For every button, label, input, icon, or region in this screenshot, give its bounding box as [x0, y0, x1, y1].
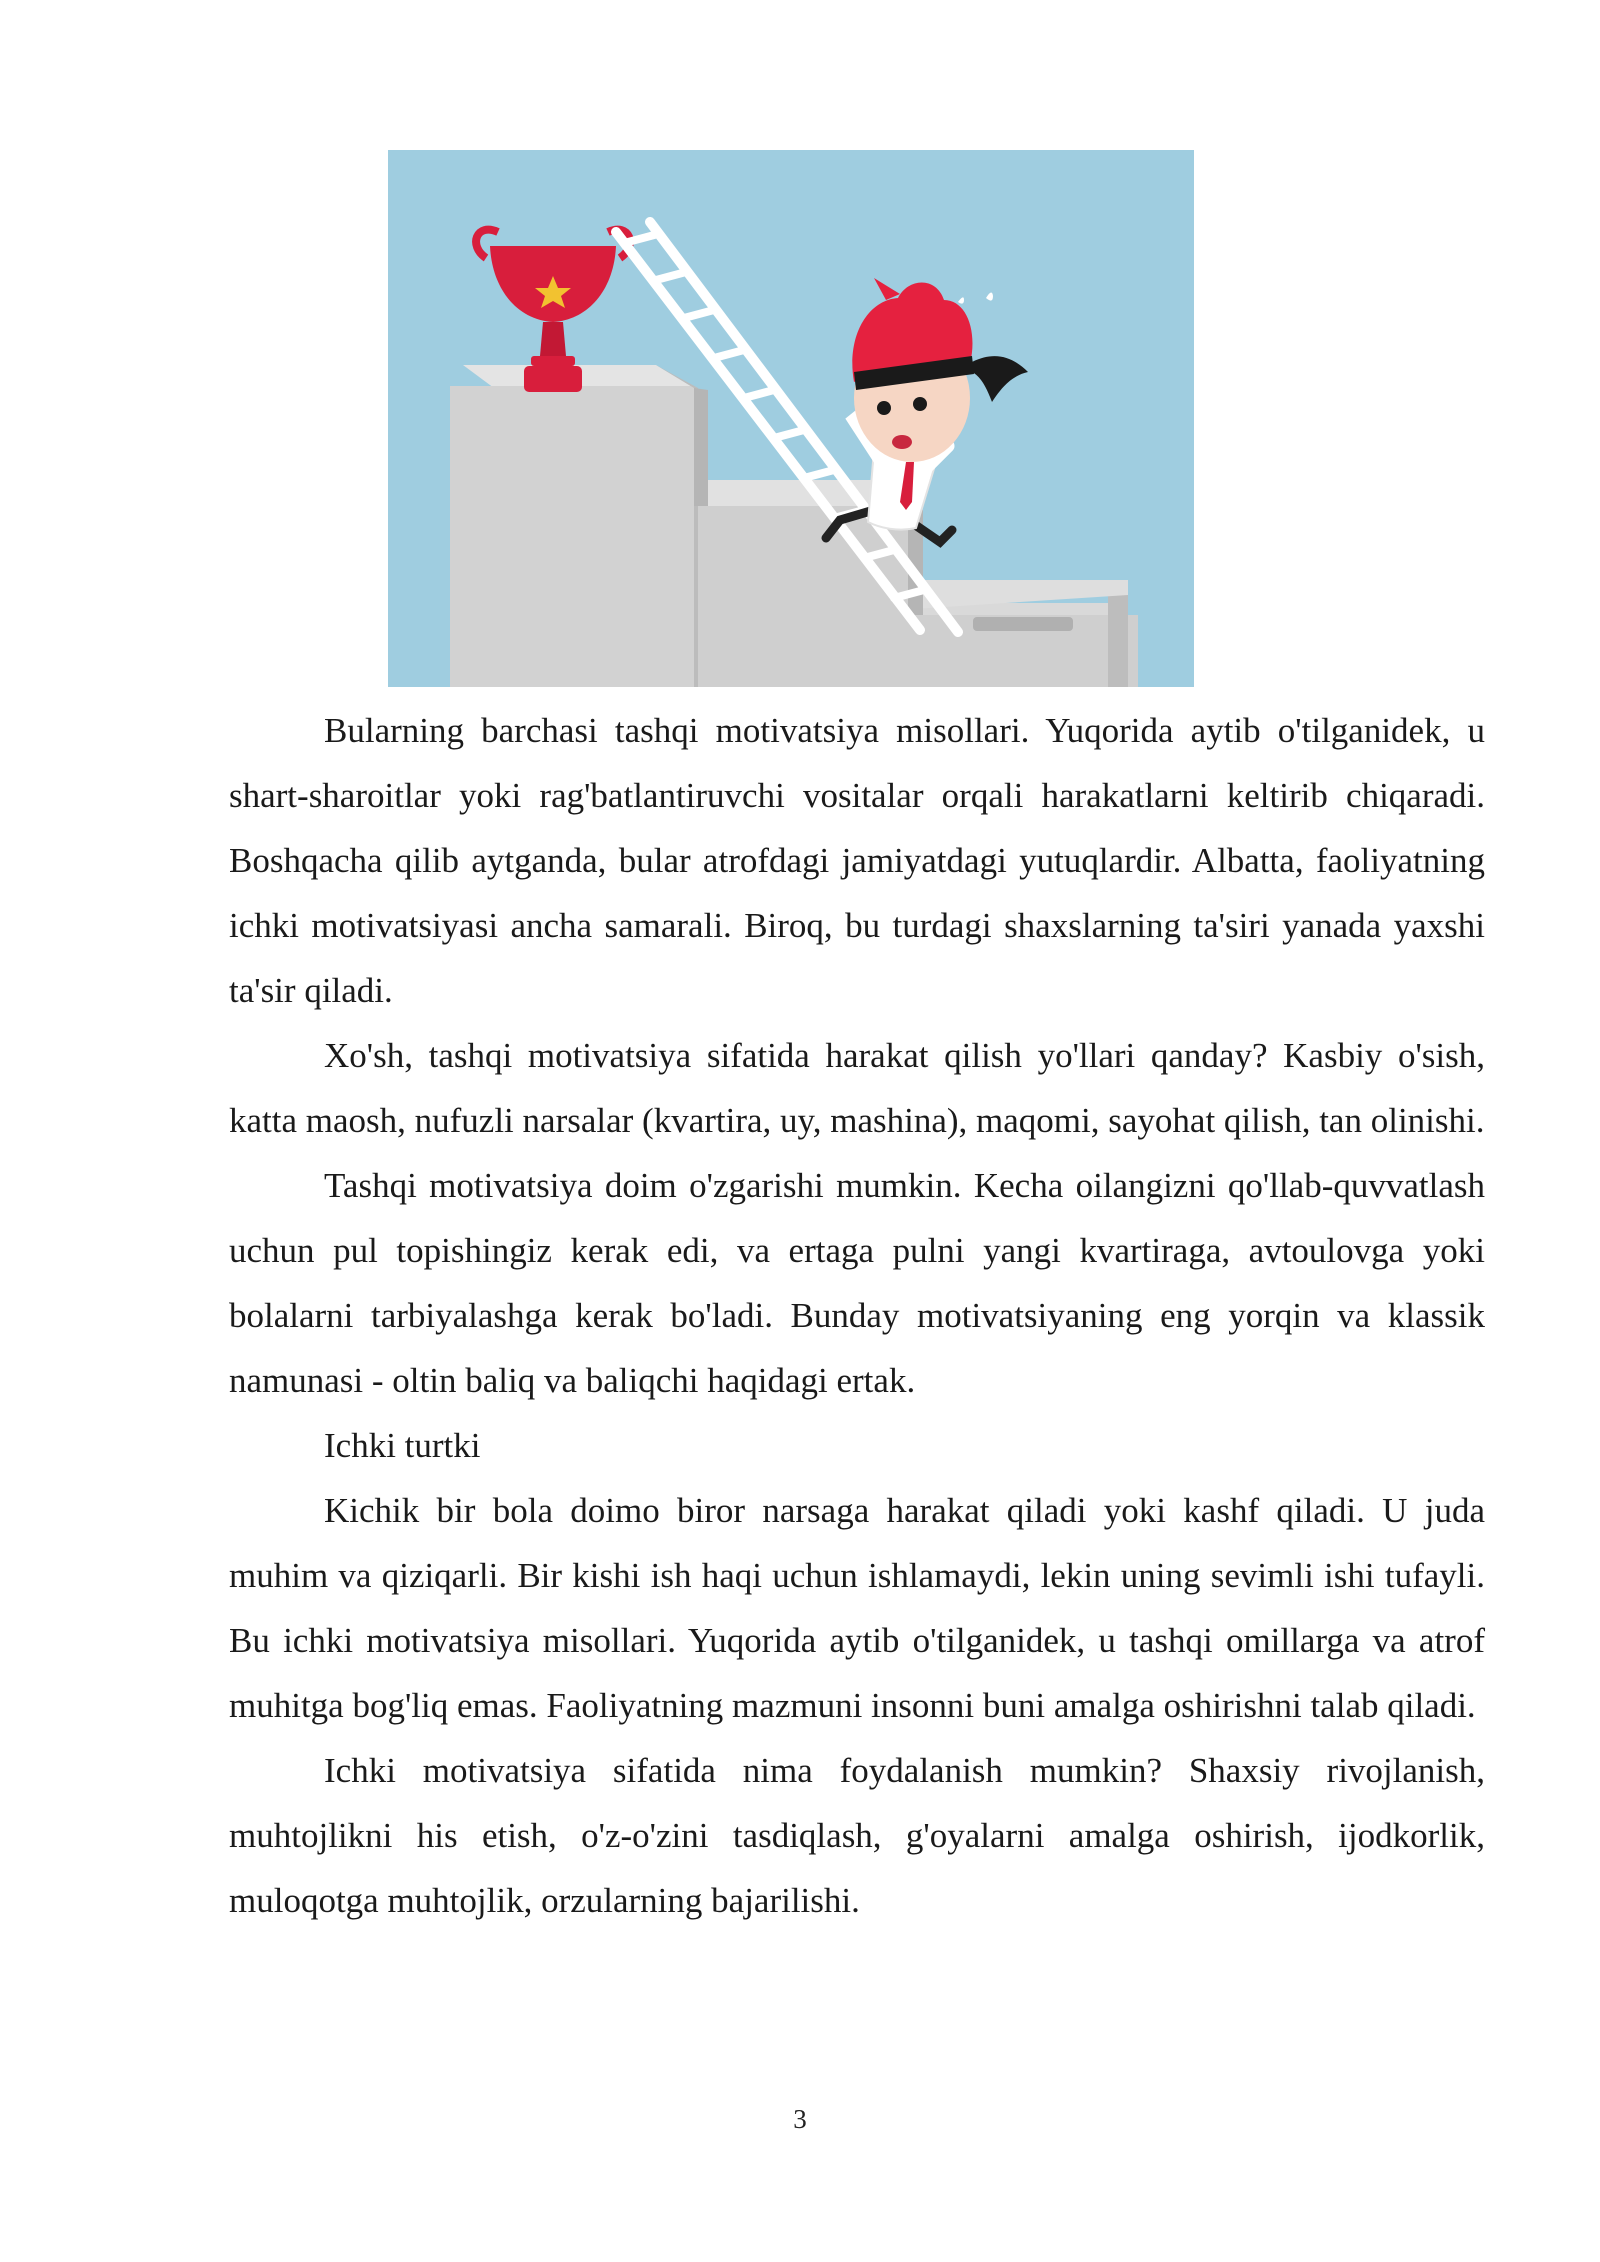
trophy-ladder-illustration	[388, 150, 1194, 687]
paragraph: Bularning barchasi tashqi motivatsiya misollari. Yuqorida aytib o'tilganidek, u shart-sharoitlar yoki rag'batlantiruvchi vositalar orqali harakatlarni keltirib chiqaradi. Boshqacha qilib aytganda, bular atrofdagi jamiyatdagi yutuqlardir. Albatta, faoliyatning ichki motivatsiyasi ancha samarali. Biroq, bu turdagi shaxslarning ta'siri yanada yaxshi ta'sir qiladi.	[229, 711, 1485, 1010]
paragraph: Tashqi motivatsiya doim o'zgarishi mumkin. Kecha oilangizni qo'llab-quvvatlash uchun pul topishingiz kerak edi, va ertaga pulni yangi kvartiraga, avtoulovga yoki bolalarni tarbiyalashga kerak bo'ladi. Bunday motivatsiyaning eng yorqin va klassik namunasi - oltin baliq va baliqchi haqidagi ertak.	[229, 1166, 1485, 1400]
paragraph: Ichki motivatsiya sifatida nima foydalanish mumkin? Shaxsiy rivojlanish, muhtojlikni his etish, o'z-o'zini tasdiqlash, g'oyalarni amalga oshirish, ijodkorlik, muloqotga muhtojlik, orzularning bajarilishi.	[229, 1751, 1485, 1920]
paragraph: Xo'sh, tashqi motivatsiya sifatida harakat qilish yo'llari qanday? Kasbiy o'sish, katta maosh, nufuzli narsalar (kvartira, uy, mashina), maqomi, sayohat qilish, tan olinishi.	[229, 1036, 1485, 1140]
page-number: 3	[793, 2104, 807, 2134]
paragraph: Kichik bir bola doimo biror narsaga harakat qiladi yoki kashf qiladi. U juda muhim va qiziqarli. Bir kishi ish haqi uchun ishlamaydi, lekin uning sevimli ishi tufayli. Bu ichki motivatsiya misollari. Yuqorida aytib o'tilganidek, u tashqi omillarga va atrof muhitga bog'liq emas. Faoliyatning mazmuni insonni buni amalga oshirishni talab qiladi.	[229, 1491, 1485, 1725]
section-heading: Ichki turtki	[324, 1426, 481, 1465]
body-text	[229, 698, 1485, 1933]
